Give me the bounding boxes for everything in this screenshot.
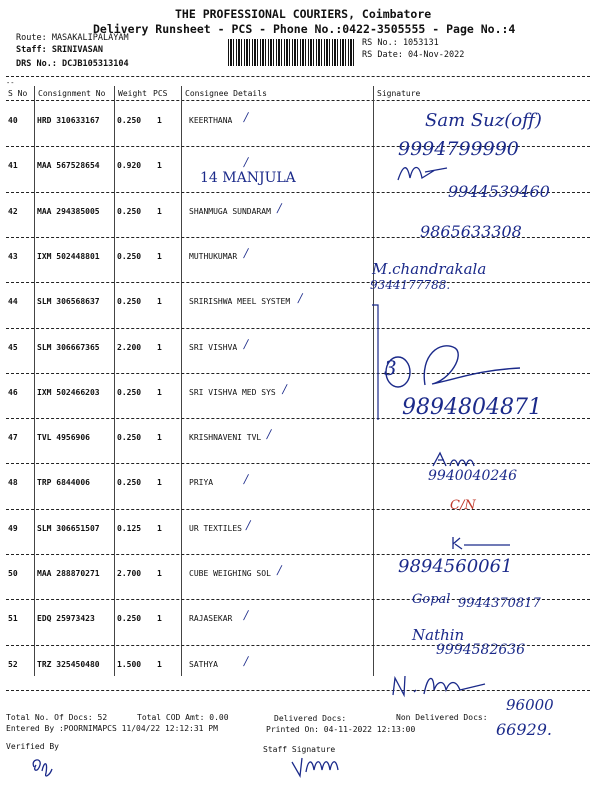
total-docs: Total No. Of Docs: 52 <box>6 713 108 722</box>
row-consignment-no: MAA 567528654 <box>37 161 100 171</box>
row-pcs: 1 <box>157 387 162 397</box>
row-pcs: 1 <box>157 659 162 669</box>
row-divider <box>6 554 590 555</box>
row-divider <box>6 690 590 691</box>
row-sno: 41 <box>8 161 18 171</box>
rs-number: RS No.: 1053131 <box>362 38 439 48</box>
handwritten-phone: 9994799990 <box>398 138 519 160</box>
handwritten-note: C/N <box>450 498 476 513</box>
printed-on: Printed On: 04-11-2022 12:13:00 <box>266 725 416 734</box>
handwritten-phone: 9940040246 <box>428 468 518 484</box>
col-weight: Weight <box>118 89 147 98</box>
tick-mark: ∕ <box>244 110 249 124</box>
col-sno: S No <box>8 89 28 98</box>
tick-mark: ∕ <box>244 245 249 260</box>
header-divider <box>6 100 590 101</box>
col-line <box>114 86 115 676</box>
row-consignee: UR TEXTILES <box>189 523 242 533</box>
non-delivered-docs: Non Delivered Docs: <box>396 713 488 722</box>
signature-scribble <box>390 670 500 700</box>
row-consignee: SATHYA <box>189 659 218 669</box>
row-divider <box>6 509 590 510</box>
row-divider <box>6 282 590 283</box>
row-consignee: SRIRISHWA MEEL SYSTEM <box>189 297 291 307</box>
handwritten-phone: 9894804871 <box>402 395 542 420</box>
row-consignment-no: IXM 502448801 <box>37 251 100 261</box>
row-pcs: 1 <box>157 161 162 171</box>
row-sno: 51 <box>8 614 18 624</box>
handwritten-signature: Sam Suz(off) <box>425 110 542 131</box>
col-line <box>34 86 35 676</box>
col-pcs: PCS <box>153 89 168 98</box>
row-pcs: 1 <box>157 297 162 307</box>
row-consignment-no: SLM 306651507 <box>37 523 100 533</box>
row-sno: 49 <box>8 523 18 533</box>
row-weight: 0.250 <box>117 206 142 216</box>
row-consignee: KEERTHANA <box>189 116 233 125</box>
divider <box>6 76 590 77</box>
row-pcs: 1 <box>157 478 162 488</box>
row-consignee: SRI VISHVA <box>189 342 238 352</box>
verified-by: Verified By <box>6 742 59 751</box>
tick-mark: ∕ <box>244 608 249 623</box>
handwritten-phone: 9944539460 <box>448 182 550 201</box>
tick-mark: ∕ <box>246 517 251 532</box>
row-consignee: PRIYA <box>189 478 214 488</box>
handwritten-name: 14 MANJULA <box>200 170 296 186</box>
tick-mark: ∕ <box>277 200 282 215</box>
row-pcs: 1 <box>157 206 162 216</box>
handwritten-phone: 9865633308 <box>420 222 522 241</box>
barcode-image <box>228 39 356 66</box>
row-weight: 0.250 <box>117 116 142 125</box>
tick-mark: ∕ <box>244 155 249 170</box>
signature-scribble <box>430 450 490 470</box>
row-sno: 46 <box>8 387 18 397</box>
row-sno: 47 <box>8 433 18 443</box>
row-pcs: 1 <box>157 614 162 624</box>
handwritten-phone: 9994582636 <box>436 642 526 658</box>
handwritten-name: Nathin <box>412 626 465 644</box>
tick-mark: ∕ <box>267 427 272 442</box>
tick-mark: ∕ <box>244 472 249 487</box>
tick-mark: ∕ <box>244 336 249 351</box>
handwritten-phone: 9944370817 <box>458 596 541 611</box>
row-consignee: RAJASEKAR <box>189 614 233 624</box>
handwritten-name: M.chandrakala <box>372 260 487 278</box>
row-weight: 0.250 <box>117 614 142 624</box>
row-pcs: 1 <box>157 433 162 443</box>
row-sno: 43 <box>8 251 18 261</box>
delivered-docs: Delivered Docs: <box>274 714 347 723</box>
row-weight: 0.250 <box>117 387 142 397</box>
row-pcs: 1 <box>157 116 162 125</box>
tick-mark: ∕ <box>244 653 249 668</box>
tick-mark: ∕ <box>277 563 282 577</box>
drs-number: DRS No.: DCJB105313104 <box>16 59 129 69</box>
staff-signature: Staff Signature <box>263 745 336 754</box>
col-line <box>181 86 182 676</box>
row-pcs: 1 <box>157 251 162 261</box>
verified-signature <box>28 755 58 777</box>
row-consignee: CUBE WEIGHING SOL <box>189 569 271 578</box>
tick-mark: ∕ <box>282 381 287 396</box>
row-weight: 0.250 <box>117 297 142 307</box>
signature-scribble <box>450 535 520 553</box>
tick-mark: ∕ <box>298 291 303 306</box>
row-weight: 0.920 <box>117 161 142 171</box>
row-weight: 0.250 <box>117 433 142 443</box>
divider-marks: -- <box>6 79 15 87</box>
row-pcs: 1 <box>157 523 162 533</box>
staff-label: Staff: SRINIVASAN <box>16 45 103 55</box>
signature-scribble <box>395 160 455 185</box>
row-consignment-no: SLM 306667365 <box>37 342 100 352</box>
staff-signature-scribble <box>288 752 348 782</box>
row-consignee: KRISHNAVENI TVL <box>189 433 262 443</box>
row-sno: 40 <box>8 116 18 125</box>
row-consignment-no: HRD 310633167 <box>37 116 100 125</box>
rs-date: RS Date: 04-Nov-2022 <box>362 50 465 60</box>
row-consignment-no: MAA 294385005 <box>37 206 100 216</box>
col-consignee: Consignee Details <box>185 89 267 98</box>
row-sno: 52 <box>8 659 18 669</box>
row-weight: 0.250 <box>117 478 142 488</box>
row-consignment-no: MAA 288870271 <box>37 569 100 578</box>
handwritten-phone: 66929. <box>496 720 552 739</box>
row-pcs: 1 <box>157 569 162 578</box>
row-sno: 48 <box>8 478 18 488</box>
row-consignment-no: TRZ 325450480 <box>37 659 100 669</box>
col-consignment: Consignment No <box>38 89 106 98</box>
entered-by: Entered By :POORNIMAPCS 11/04/22 12:12:31 PM <box>6 724 218 733</box>
row-weight: 0.125 <box>117 523 142 533</box>
row-weight: 2.200 <box>117 342 142 352</box>
row-sno: 50 <box>8 569 18 578</box>
handwritten-mark: 3 <box>384 356 397 380</box>
row-consignment-no: EDQ 25973423 <box>37 614 95 624</box>
total-cod: Total COD Amt: 0.00 <box>137 713 229 722</box>
col-signature: Signature <box>377 89 421 98</box>
row-weight: 2.700 <box>117 569 142 578</box>
row-consignment-no: TVL 4956906 <box>37 433 90 443</box>
row-sno: 42 <box>8 206 18 216</box>
row-consignee: MUTHUKUMAR <box>189 251 238 261</box>
row-weight: 1.500 <box>117 659 142 669</box>
company-title: THE PROFESSIONAL COURIERS, Coimbatore <box>175 7 432 21</box>
row-divider <box>6 463 590 464</box>
runsheet-title: Delivery Runsheet - PCS - Phone No.:0422-3505555 - Page No.:4 <box>93 22 516 36</box>
row-pcs: 1 <box>157 342 162 352</box>
row-consignment-no: SLM 306568637 <box>37 297 100 307</box>
handwritten-name: Gopal <box>412 592 451 607</box>
row-consignment-no: IXM 502466203 <box>37 387 100 397</box>
handwritten-phone: 96000 <box>506 696 554 714</box>
row-weight: 0.250 <box>117 251 142 261</box>
row-consignee: SRI VISHVA MED SYS <box>189 387 276 397</box>
row-consignee: SHANMUGA SUNDARAM <box>189 206 271 216</box>
handwritten-phone: 9344177788. <box>370 278 451 292</box>
row-sno: 45 <box>8 342 18 352</box>
route-label: Route: MASAKALIPALAYAM <box>16 33 129 43</box>
signature-scribble <box>370 300 590 420</box>
row-sno: 44 <box>8 297 18 307</box>
handwritten-phone: 9894560061 <box>398 556 513 577</box>
row-consignment-no: TRP 6844006 <box>37 478 90 488</box>
